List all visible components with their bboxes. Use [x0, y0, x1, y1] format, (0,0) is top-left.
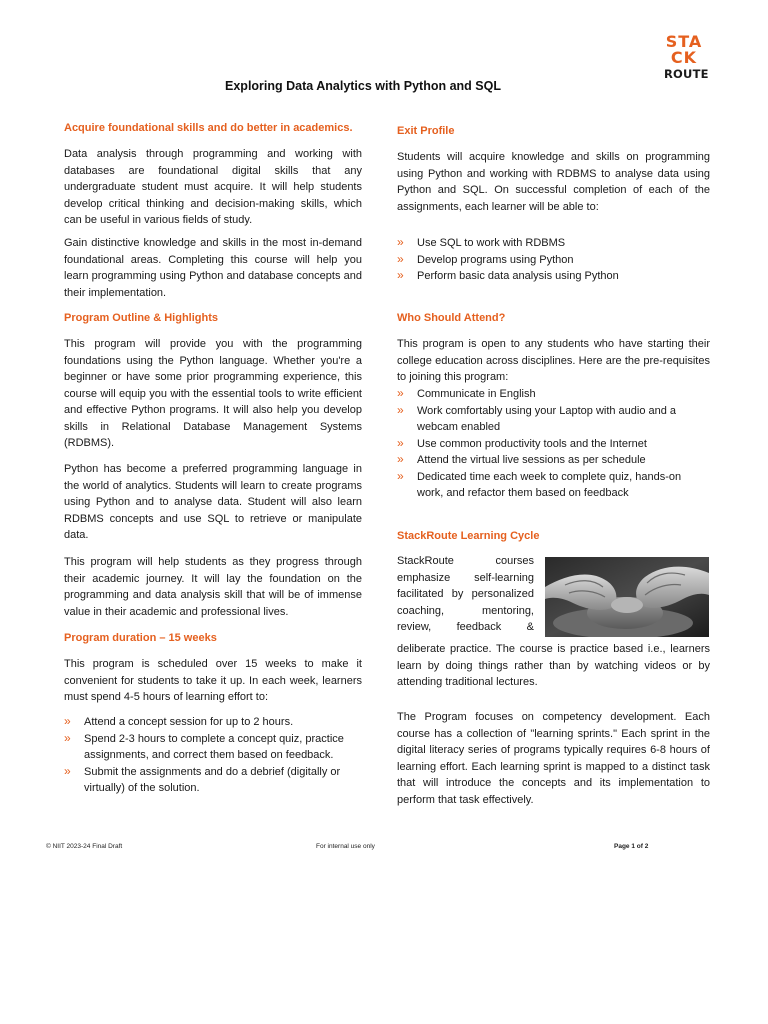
list-item: » Use SQL to work with RDBMS	[397, 235, 566, 249]
list-item: » Perform basic data analysis using Python	[397, 268, 619, 282]
paragraph-program-foundations: This program will provide you with the programming foundations using the Python language. Whether you're a beginner or have some prior programming experience, this course will equip you with the essential tools to write efficient and effective Python programs. It will also help you develop skills in Relational Database Management Systems (RDBMS).	[64, 338, 362, 449]
hands-shaping-clay-photo	[545, 557, 709, 637]
logo-text-line3: ROUTE	[664, 67, 709, 81]
footer-classification: For internal use only	[316, 843, 375, 850]
list-item: » Develop programs using Python	[397, 251, 574, 266]
paragraph-exit-profile: Students will acquire knowledge and skills on programming using Python and working with RDBMS to analyse data using Python and SQL. On successful completion of each of the assignments, each learner will be able to:	[397, 151, 710, 213]
paragraph-open-to-students: This program is open to any students who have starting their college education across disciplines. Here are the pre-requisites to joining this program:	[397, 338, 710, 383]
paragraph-learning-cycle-intro: StackRoute courses emphasize self-learning facilitated by personalized coaching, mentoring, review, feedback &	[397, 555, 534, 633]
bullet-chevron-icon: »	[397, 235, 404, 249]
bullet-chevron-icon: »	[397, 468, 404, 483]
paragraph-data-analysis: Data analysis through programming and working with databases are foundational digital skills that any undergraduate student must acquire. It will help students develop critical thinking and decision-making skills, which can be useful in various fields of study.	[64, 148, 362, 226]
logo-text-line1: STA	[665, 32, 703, 51]
bullet-chevron-icon: »	[64, 763, 71, 778]
list-item: » Attend the virtual live sessions as per schedule	[397, 452, 646, 466]
document-title: Exploring Data Analytics with Python and SQL	[225, 79, 501, 93]
list-item: » Use common productivity tools and the Internet	[397, 435, 647, 450]
list-item: » Attend a concept session for up to 2 hours.	[64, 714, 294, 728]
paragraph-competency-development: The Program focuses on competency development. Each course has a collection of "learning sprints." Each sprint in the digital literacy series of programs typically requires 6-8 hours of learning effort. Each learning sprint is mapped to a distinct task that will introduce the concepts and its implementation to perform that task effectively.	[397, 711, 710, 806]
bullet-chevron-icon: »	[397, 402, 404, 417]
list-item: » Spend 2-3 hours to complete a concept quiz, practice assignments, and correct them based on feedback.	[64, 730, 344, 761]
prerequisites-list	[397, 386, 710, 502]
bullet-chevron-icon: »	[397, 251, 404, 266]
bullet-chevron-icon: »	[397, 452, 404, 466]
bullet-chevron-icon: »	[64, 714, 71, 728]
paragraph-academic-journey: This program will help students as they progress through their academic journey. It will lay the foundation on the programming and data analysis skill that will be of immense value in their academic and professional lives.	[64, 556, 362, 618]
list-item: » Work comfortably using your Laptop with audio and a webcam enabled	[397, 402, 677, 433]
paragraph-distinctive-knowledge: Gain distinctive knowledge and skills in the most in-demand foundational areas. Completing this course will help you learn programming using Python and database concepts and their implementation.	[64, 237, 362, 299]
heading-exit-profile: Exit Profile	[397, 125, 455, 137]
paragraph-python-analytics: Python has become a preferred programming language in the world of analytics. Students will learn to create programs using Python and to analyse data. Student will also learn RDBMS concepts and use SQL to retrieve or manipulate data.	[64, 463, 362, 541]
exit-profile-list	[397, 235, 710, 285]
footer-page-number: Page 1 of 2	[614, 843, 649, 850]
stackroute-logo	[664, 32, 709, 81]
bullet-chevron-icon: »	[397, 435, 404, 450]
paragraph-schedule: This program is scheduled over 15 weeks to make it convenient for students to take it up. In each week, learners must spend 4-5 hours of learning effort to:	[64, 658, 362, 703]
heading-program-outline: Program Outline & Highlights	[64, 312, 219, 324]
heading-program-duration: Program duration – 15 weeks	[64, 632, 217, 644]
paragraph-learning-cycle-continued: deliberate practice. The course is practice based i.e., learners learn by doing things rather than by watching videos or by attending traditional lectures.	[397, 643, 710, 688]
logo-text-line2: CK	[670, 48, 698, 67]
list-item: » Dedicated time each week to complete quiz, hands-on work, and refactor them based on feedback	[397, 468, 682, 499]
weekly-effort-list	[64, 714, 362, 797]
list-item: » Communicate in English	[397, 386, 536, 400]
footer-copyright: © NIIT 2023-24 Final Draft	[46, 843, 123, 850]
list-item: » Submit the assignments and do a debrief (digitally or virtually) of the solution.	[64, 763, 341, 794]
heading-who-should-attend: Who Should Attend?	[397, 312, 506, 324]
bullet-chevron-icon: »	[64, 730, 71, 745]
heading-learning-cycle: StackRoute Learning Cycle	[397, 530, 540, 542]
bullet-chevron-icon: »	[397, 386, 404, 400]
bullet-chevron-icon: »	[397, 268, 404, 282]
heading-acquire-skills: Acquire foundational skills and do better in academics.	[64, 122, 353, 134]
